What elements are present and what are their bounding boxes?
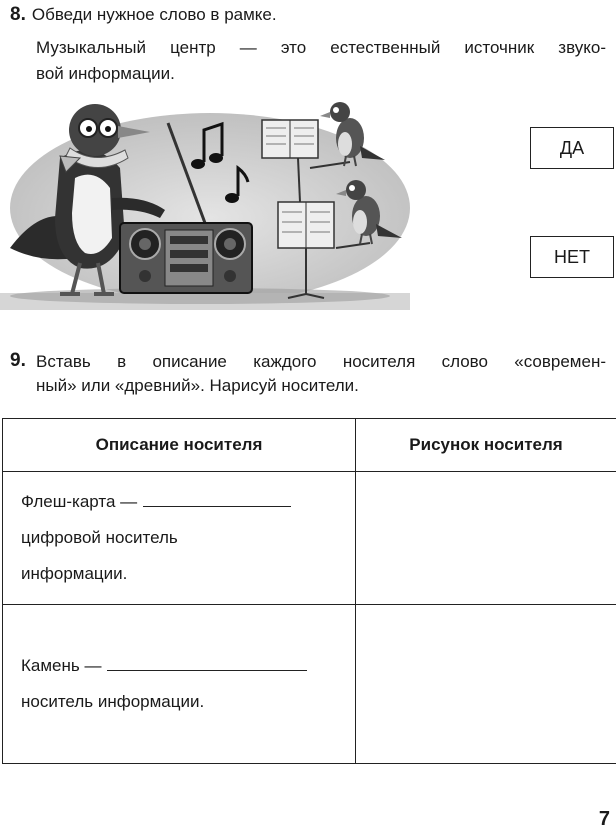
answer-blank-1[interactable] <box>143 505 291 507</box>
drawing-cell[interactable] <box>356 472 616 605</box>
table-row <box>3 605 616 764</box>
row-1-line-2: цифровой носитель <box>21 528 178 547</box>
task-8-statement-line-2: вой информации. <box>36 64 175 83</box>
description-cell <box>3 605 356 764</box>
bird-music-center-illustration <box>0 98 410 310</box>
media-table <box>2 418 616 764</box>
drawing-cell[interactable] <box>356 605 616 764</box>
task-9-instruction <box>10 348 32 374</box>
table-row <box>3 472 616 605</box>
row-1-line-1: Флеш-карта — <box>21 492 138 511</box>
task-8-number: 8. <box>10 4 26 25</box>
table-header-row <box>3 419 616 472</box>
task-8-statement-line-1: Музыкальный центр — это естественный источник звуко- <box>36 38 606 57</box>
row-2-line-2: носитель информации. <box>21 692 205 711</box>
page-number: 7 <box>598 808 610 830</box>
header-description: Описание носителя <box>3 419 356 472</box>
task-8-instruction-text: Обведи нужное слово в рамке. <box>31 5 277 24</box>
task-8-instruction <box>10 2 277 28</box>
answer-blank-2[interactable] <box>107 669 307 671</box>
task-9-instruction-line-1: Вставь в описание каждого носителя слово «современ- <box>36 352 606 371</box>
answer-box-no[interactable]: НЕТ <box>530 236 614 278</box>
row-1-line-3: информации. <box>21 564 128 583</box>
header-drawing: Рисунок носителя <box>356 419 616 472</box>
answer-box-yes[interactable]: ДА <box>530 127 614 169</box>
task-9-number: 9. <box>10 350 26 371</box>
row-2-line-1: Камень — <box>21 656 102 675</box>
task-9-instruction-line-2: ный» или «древний». Нарисуй носители. <box>36 376 359 395</box>
description-cell <box>3 472 356 605</box>
